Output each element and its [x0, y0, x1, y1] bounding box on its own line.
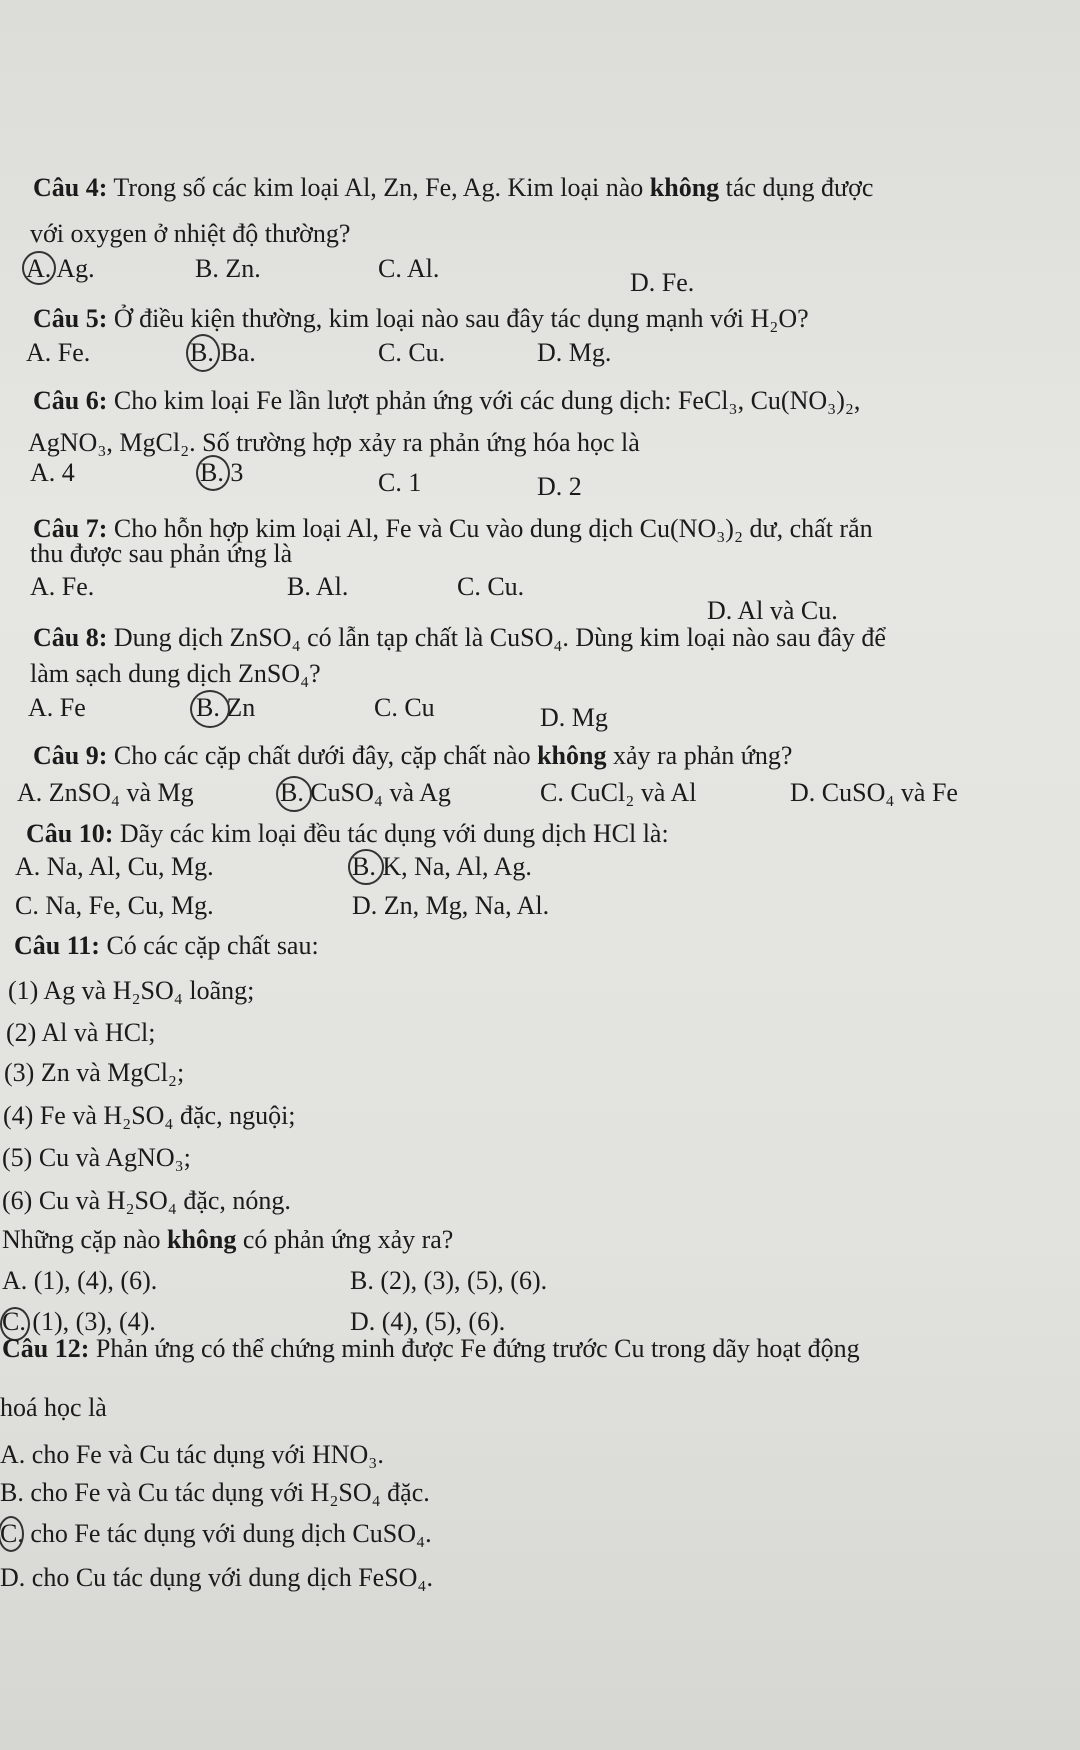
q9-stem: Câu 9: Cho các cặp chất dưới đây, cặp chất nào không xảy ra phản ứng?: [33, 741, 793, 770]
q12-stem-line2: hoá học là: [0, 1393, 107, 1422]
q8-label: Câu 8:: [33, 623, 108, 652]
q6-option-c[interactable]: C. 1: [378, 468, 422, 497]
q5-option-c[interactable]: C. Cu.: [378, 338, 446, 367]
q12-label: Câu 12:: [2, 1334, 90, 1363]
q11-question: Những cặp nào không có phản ứng xảy ra?: [2, 1225, 454, 1254]
q8-option-d[interactable]: D. Mg: [540, 703, 608, 732]
q12-stem: Câu 12: Phản ứng có thể chứng minh được Fe đứng trước Cu trong dãy hoạt động: [2, 1334, 860, 1363]
q6-stem-line2: AgNO₃, MgCl₂. Số trường hợp xảy ra phản ứng hóa học là: [28, 428, 640, 457]
q10-option-d[interactable]: D. Zn, Mg, Na, Al.: [352, 891, 550, 920]
q6-label: Câu 6:: [33, 386, 108, 415]
q11-option-a[interactable]: A. (1), (4), (6).: [2, 1266, 158, 1295]
q4-option-d[interactable]: D. Fe.: [630, 268, 695, 297]
q5-stem: Câu 5: Ở điều kiện thường, kim loại nào sau đây tác dụng mạnh với H₂O?: [33, 304, 809, 333]
q11-pair-2: (2) Al và HCl;: [6, 1018, 156, 1047]
q6-option-a[interactable]: A. 4: [30, 458, 75, 487]
q4-option-a[interactable]: A. Ag.: [26, 254, 95, 283]
q11-pair-5: (5) Cu và AgNO₃;: [2, 1143, 191, 1172]
q11-option-b[interactable]: B. (2), (3), (5), (6).: [350, 1266, 548, 1295]
q9-option-a[interactable]: A. ZnSO₄ và Mg: [17, 778, 194, 807]
q8-option-b[interactable]: B. Zn: [196, 693, 256, 722]
q5-label: Câu 5:: [33, 304, 108, 333]
q7-option-a[interactable]: A. Fe.: [30, 572, 95, 601]
q7-stem-line2: thu được sau phản ứng là: [30, 539, 293, 568]
q11-option-c[interactable]: C. (1), (3), (4).: [2, 1307, 156, 1336]
q11-pair-6: (6) Cu và H₂SO₄ đặc, nóng.: [2, 1186, 291, 1215]
q7-label: Câu 7:: [33, 514, 108, 543]
q5-option-d[interactable]: D. Mg.: [537, 338, 612, 367]
q4-stem: Câu 4: Trong số các kim loại Al, Zn, Fe, Ag. Kim loại nào không tác dụng được: [33, 173, 874, 202]
q12-option-c[interactable]: C. cho Fe tác dụng với dung dịch CuSO₄.: [0, 1519, 432, 1548]
q8-option-c[interactable]: C. Cu: [374, 693, 435, 722]
q11-stem: Câu 11: Có các cặp chất sau:: [14, 931, 319, 960]
q7-option-c[interactable]: C. Cu.: [457, 572, 525, 601]
q12-option-a[interactable]: A. cho Fe và Cu tác dụng với HNO₃.: [0, 1440, 384, 1469]
q6-stem: Câu 6: Cho kim loại Fe lần lượt phản ứng với các dung dịch: FeCl₃, Cu(NO₃)₂,: [33, 386, 861, 415]
q6-option-b[interactable]: B. 3: [200, 458, 244, 487]
q5-option-a[interactable]: A. Fe.: [26, 338, 91, 367]
q10-option-a[interactable]: A. Na, Al, Cu, Mg.: [15, 852, 214, 881]
q7-option-b[interactable]: B. Al.: [287, 572, 349, 601]
q9-option-d[interactable]: D. CuSO₄ và Fe: [790, 778, 958, 807]
q6-option-d[interactable]: D. 2: [537, 472, 582, 501]
q8-stem-line2: làm sạch dung dịch ZnSO₄?: [30, 659, 321, 688]
q4-stem-line2: với oxygen ở nhiệt độ thường?: [30, 219, 351, 248]
q10-label: Câu 10:: [26, 819, 114, 848]
q11-pair-4: (4) Fe và H₂SO₄ đặc, nguội;: [3, 1101, 296, 1130]
q12-option-b[interactable]: B. cho Fe và Cu tác dụng với H₂SO₄ đặc.: [0, 1478, 430, 1507]
q10-option-c[interactable]: C. Na, Fe, Cu, Mg.: [15, 891, 214, 920]
q10-stem: Câu 10: Dãy các kim loại đều tác dụng với dung dịch HCl là:: [26, 819, 669, 848]
q4-label: Câu 4:: [33, 173, 108, 202]
q12-option-d[interactable]: D. cho Cu tác dụng với dung dịch FeSO₄.: [0, 1563, 433, 1592]
q5-option-b[interactable]: B. Ba.: [190, 338, 256, 367]
q7-stem: Câu 7: Cho hỗn hợp kim loại Al, Fe và Cu vào dung dịch Cu(NO₃)₂ dư, chất rắn: [33, 514, 873, 543]
q11-pair-1: (1) Ag và H₂SO₄ loãng;: [8, 976, 255, 1005]
q11-option-d[interactable]: D. (4), (5), (6).: [350, 1307, 506, 1336]
q11-label: Câu 11:: [14, 931, 100, 960]
q8-stem: Câu 8: Dung dịch ZnSO₄ có lẫn tạp chất là CuSO₄. Dùng kim loại nào sau đây để: [33, 623, 886, 652]
q9-label: Câu 9:: [33, 741, 108, 770]
q9-option-c[interactable]: C. CuCl₂ và Al: [540, 778, 697, 807]
q4-option-c[interactable]: C. Al.: [378, 254, 440, 283]
q10-option-b[interactable]: B. K, Na, Al, Ag.: [352, 852, 532, 881]
q4-option-b[interactable]: B. Zn.: [195, 254, 261, 283]
q7-option-d[interactable]: D. Al và Cu.: [707, 596, 838, 625]
q8-option-a[interactable]: A. Fe: [28, 693, 86, 722]
q9-option-b[interactable]: B. CuSO₄ và Ag: [280, 778, 451, 807]
q11-pair-3: (3) Zn và MgCl₂;: [4, 1058, 185, 1087]
